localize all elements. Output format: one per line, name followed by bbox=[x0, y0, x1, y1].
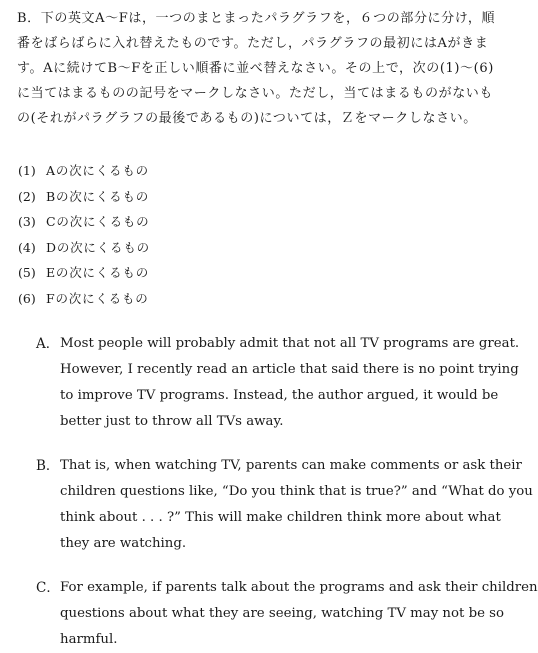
question-number: (6) bbox=[18, 290, 36, 306]
instruction-line: 番をばらばらに入れ替えたものです。ただし，パラグラフの最初にはAがきま bbox=[17, 36, 489, 51]
question-item bbox=[18, 158, 150, 184]
question-item bbox=[18, 260, 150, 286]
question-number: (4) bbox=[18, 239, 36, 255]
question-text: Dの次にくるもの bbox=[46, 239, 150, 255]
paragraph-line: For example, if parents talk about the programs and ask their children bbox=[60, 580, 538, 595]
instruction-line: B．下の英文A～Fは，一つのまとまったパラグラフを，６つの部分に分け，順 bbox=[17, 11, 496, 26]
paragraph-line: Most people will probably admit that not all TV programs are great. bbox=[60, 336, 520, 351]
question-text: Eの次にくるもの bbox=[46, 265, 150, 280]
paragraph-line: questions about what they are seeing, watching TV may not be so bbox=[60, 606, 505, 621]
instruction-line: の(それがパラグラフの最後であるもの)については，Ｚをマークしなさい。 bbox=[17, 111, 477, 126]
question-text: Cの次にくるもの bbox=[46, 214, 150, 229]
question-item bbox=[18, 209, 150, 235]
paragraph-line: harmful. bbox=[60, 632, 118, 647]
paragraph-body bbox=[60, 575, 538, 653]
paragraph-line: think about . . . ?” This will make children think more about what bbox=[60, 510, 501, 525]
paragraph-line: children questions like, “Do you think that is true?” and “What do you bbox=[60, 484, 533, 499]
question-text: Bの次にくるもの bbox=[46, 188, 150, 204]
paragraph-label: B． bbox=[36, 458, 60, 474]
paragraph-label: A． bbox=[36, 336, 60, 352]
question-number: (2) bbox=[18, 188, 36, 204]
paragraph-line: That is, when watching TV, parents can make comments or ask their bbox=[60, 458, 522, 473]
question-item bbox=[18, 184, 150, 210]
instruction-line: に当てはまるものの記号をマークしなさい。ただし，当てはまるものがないも bbox=[17, 86, 494, 101]
question-item bbox=[18, 286, 150, 312]
question-text: Aの次にくるもの bbox=[46, 163, 149, 178]
paragraph-line: to improve TV programs. Instead, the author argued, it would be bbox=[60, 388, 499, 403]
question-text: Fの次にくるもの bbox=[46, 290, 149, 306]
question-list bbox=[18, 158, 150, 311]
paragraph-label: C． bbox=[36, 580, 60, 596]
paragraph-body bbox=[60, 453, 533, 557]
paragraph-line: better just to throw all TVs away. bbox=[60, 414, 284, 429]
question-number: (3) bbox=[18, 214, 36, 229]
paragraph-line: However, I recently read an article that said there is no point trying bbox=[60, 362, 519, 377]
question-number: (5) bbox=[18, 265, 36, 280]
instructions bbox=[17, 6, 496, 131]
paragraph-body bbox=[60, 331, 520, 435]
instruction-line: す。Aに続けてB～Fを正しい順番に並べ替えなさい。その上で，次の(1)～(6) bbox=[17, 61, 494, 76]
question-number: (1) bbox=[18, 163, 36, 178]
question-item bbox=[18, 235, 150, 261]
paragraph-line: they are watching. bbox=[60, 536, 187, 551]
